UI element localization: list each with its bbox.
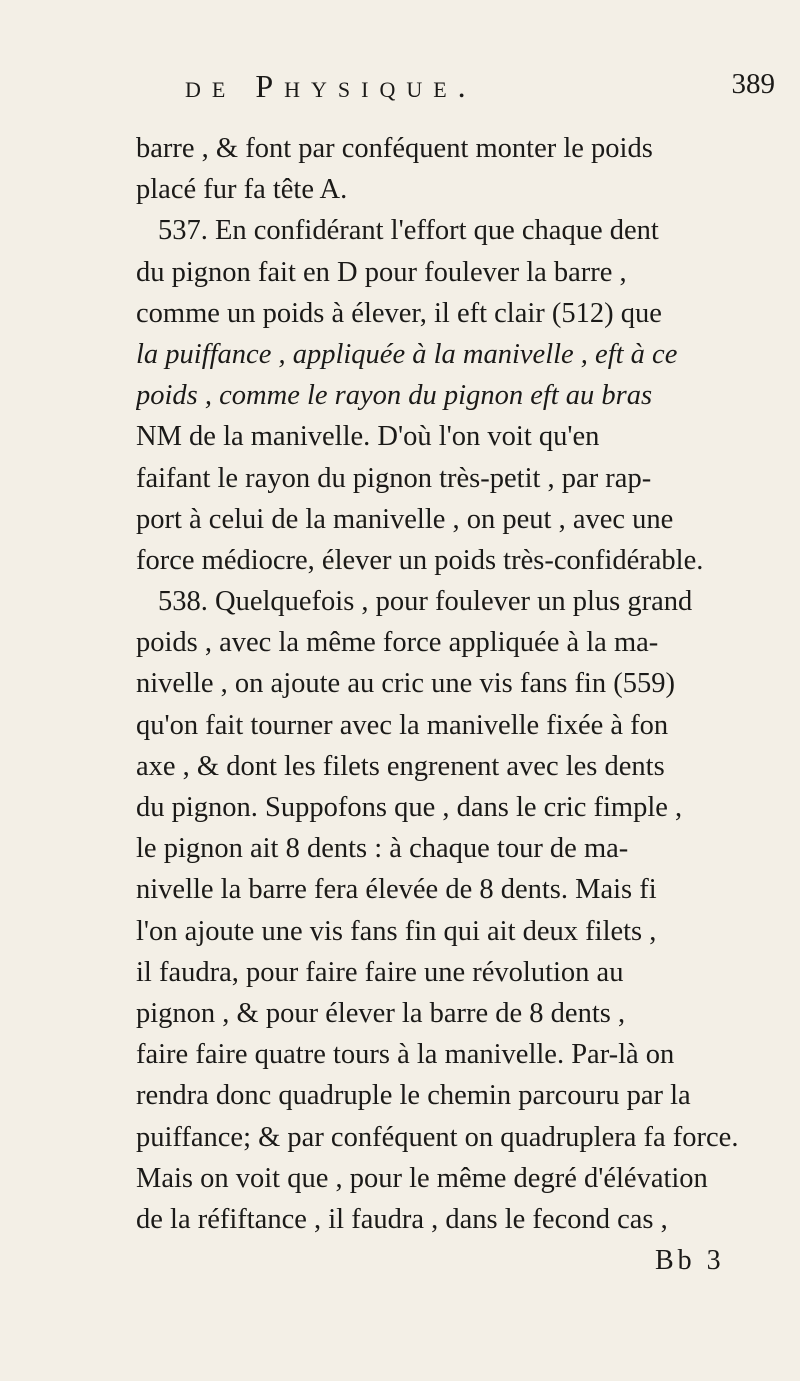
- text-line: qu'on fait tourner avec la manivelle fixée à fon: [136, 709, 669, 741]
- text-line: faifant le rayon du pignon très-petit , par rap-: [136, 462, 652, 494]
- text-line: rendra donc quadruple le chemin parcouru par la: [136, 1080, 691, 1112]
- text-line: force médiocre, élever un poids très-confidérable.: [136, 544, 704, 576]
- text-line: il faudra, pour faire faire une révolution au: [136, 956, 624, 988]
- text-line: axe , & dont les filets engrenent avec les dents: [136, 750, 665, 782]
- text-line: port à celui de la manivelle , on peut , avec une: [136, 503, 674, 535]
- text-line: pignon , & pour élever la barre de 8 dents ,: [136, 997, 626, 1029]
- text-line: l'on ajoute une vis fans fin qui ait deux filets ,: [136, 915, 657, 947]
- text-line: NM de la manivelle. D'où l'on voit qu'en: [136, 421, 600, 453]
- running-head: de Physique.: [185, 68, 477, 104]
- text-line: de la réfiftance , il faudra , dans le fecond cas ,: [136, 1203, 668, 1235]
- text-line: la puiffance , appliquée à la manivelle , eft à ce: [136, 338, 678, 370]
- text-line: placé fur fa tête A.: [136, 174, 348, 206]
- body-text: [136, 128, 770, 1240]
- text-line: puiffance; & par conféquent on quadruplera fa force.: [136, 1121, 739, 1153]
- text-line: barre , & font par conféquent monter le poids: [136, 133, 653, 164]
- text-line: le pignon ait 8 dents : à chaque tour de ma-: [136, 833, 629, 865]
- text-line: du pignon. Suppofons que , dans le cric fimple ,: [136, 792, 683, 823]
- page-header: [185, 68, 775, 108]
- page-number: 389: [731, 68, 775, 100]
- text-line: faire faire quatre tours à la manivelle. Par-là on: [136, 1039, 675, 1071]
- text-line: poids , comme le rayon du pignon eft au bras: [136, 380, 653, 412]
- paragraph-537-start: 537. En confidérant l'effort que chaque dent: [158, 215, 659, 247]
- text-line: nivelle , on ajoute au cric une vis fans fin (559): [136, 668, 675, 700]
- text-line: comme un poids à élever, il eft clair (512) que: [136, 297, 662, 329]
- text-line: nivelle la barre fera élevée de 8 dents. Mais fi: [136, 874, 657, 906]
- signature-mark: Bb 3: [655, 1245, 725, 1276]
- paragraph-538-start: 538. Quelquefois , pour foulever un plus grand: [158, 586, 693, 618]
- text-line: poids , avec la même force appliquée à la ma-: [136, 627, 659, 659]
- text-line: du pignon fait en D pour foulever la barre ,: [136, 256, 627, 288]
- text-line: Mais on voit que , pour le même degré d'élévation: [136, 1162, 708, 1194]
